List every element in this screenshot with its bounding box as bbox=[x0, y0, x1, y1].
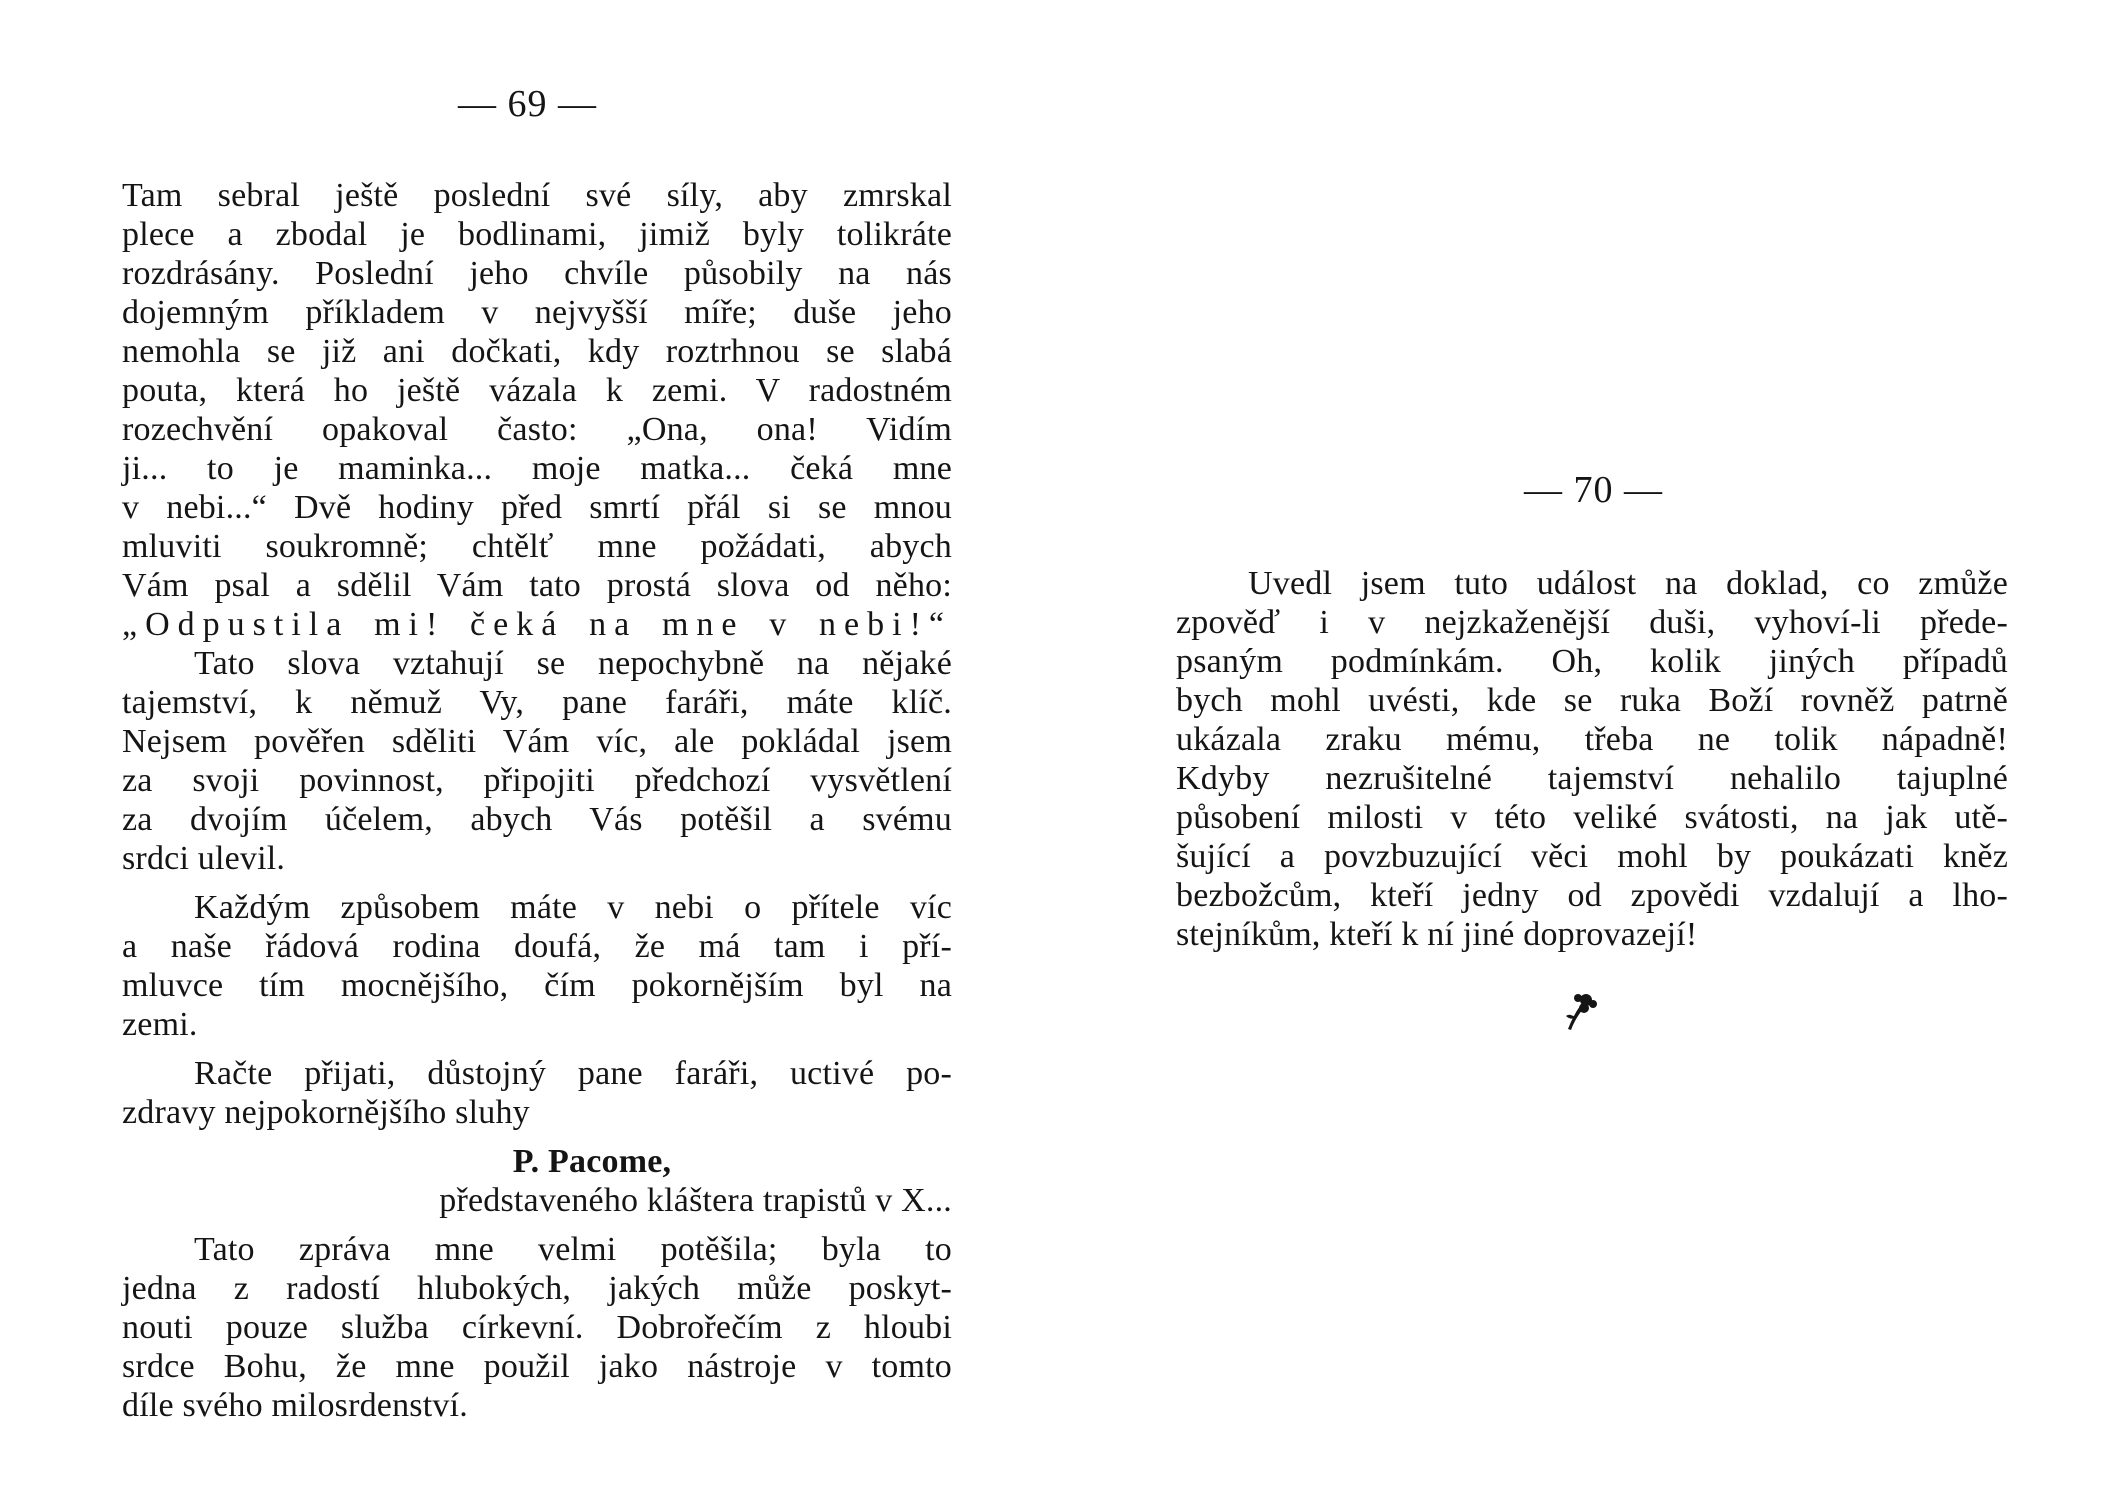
right-page bbox=[1054, 0, 2108, 1500]
text-line: díle svého milosrdenství. bbox=[122, 1387, 468, 1424]
text-line: v nebi...“ Dvě hodiny před smrtí přál si se mnou bbox=[122, 489, 952, 526]
text-line: za svoji povinnost, připojiti předchozí vysvětlení bbox=[122, 762, 952, 799]
signature-name: P. Pacome, bbox=[512, 1143, 672, 1180]
text-line: dojemným příkladem v nejvyšší míře; duše jeho bbox=[122, 294, 952, 331]
quoted-spaced-line: „Odpustila mi! čeká na mne v nebi!“ bbox=[122, 606, 952, 643]
text-line: zemi. bbox=[122, 1006, 198, 1043]
text-line: Každým způsobem máte v nebi o přítele víc bbox=[194, 889, 952, 926]
text-line: bych mohl uvésti, kde se ruka Boží rovněž patrně bbox=[1176, 682, 2008, 719]
text-line: stejníkům, kteří k ní jiné doprovazejí! bbox=[1176, 916, 1698, 953]
text-line: rozdrásány. Poslední jeho chvíle působily na nás bbox=[122, 255, 952, 292]
paragraph-gap bbox=[122, 1220, 952, 1230]
text-line: srdci ulevil. bbox=[122, 840, 286, 877]
text-line: jedna z radostí hlubokých, jakých může poskyt- bbox=[122, 1270, 952, 1307]
text-line: Nejsem pověřen sděliti Vám víc, ale pokládal jsem bbox=[122, 723, 952, 760]
paragraph-gap bbox=[122, 1044, 952, 1054]
right-page-text bbox=[1176, 564, 2008, 954]
text-line: mluviti soukromně; chtělť mne požádati, abych bbox=[122, 528, 952, 565]
text-line: Vám psal a sdělil Vám tato prostá slova od něho: bbox=[122, 567, 952, 604]
text-line: psaným podmínkám. Oh, kolik jiných případů bbox=[1176, 643, 2008, 680]
text-line: zdravy nejpokornějšího sluhy bbox=[122, 1094, 530, 1131]
paragraph-gap bbox=[122, 1132, 952, 1142]
text-line: a naše řádová rodina doufá, že má tam i pří- bbox=[122, 928, 952, 965]
floral-ornament-icon bbox=[1560, 988, 1604, 1034]
text-line: Račte přijati, důstojný pane faráři, uctivé po- bbox=[194, 1055, 952, 1092]
text-line: mluvce tím mocnějšího, čím pokornějším byl na bbox=[122, 967, 952, 1004]
text-line: pouta, která ho ještě vázala k zemi. V radostném bbox=[122, 372, 952, 409]
text-line: ji... to je maminka... moje matka... čeká mne bbox=[122, 450, 952, 487]
text-line: ukázala zraku mému, třeba ne tolik nápadně! bbox=[1176, 721, 2008, 758]
text-line: Tato slova vztahují se nepochybně na nějaké bbox=[194, 645, 952, 682]
text-line: nemohla se již ani dočkati, kdy roztrhnou se slabá bbox=[122, 333, 952, 370]
page-number-left: — 69 — bbox=[458, 83, 597, 125]
paragraph-gap bbox=[122, 878, 952, 888]
text-line: nouti pouze služba církevní. Dobrořečím z hloubi bbox=[122, 1309, 952, 1346]
text-line: zpověď i v nejzkaženější duši, vyhoví-li přede- bbox=[1176, 604, 2008, 641]
text-line: Kdyby nezrušitelné tajemství nehalilo tajuplné bbox=[1176, 760, 2008, 797]
text-line: šující a povzbuzující věci mohl by poukázati kněz bbox=[1176, 838, 2008, 875]
text-line: působení milosti v této veliké svátosti, na jak utě- bbox=[1176, 799, 2008, 836]
text-line: bezbožcům, kteří jedny od zpovědi vzdalují a lho- bbox=[1176, 877, 2008, 914]
text-line: srdce Bohu, že mne použil jako nástroje v tomto bbox=[122, 1348, 952, 1385]
text-line: plece a zbodal je bodlinami, jimiž byly tolikráte bbox=[122, 216, 952, 253]
signature-title: představeného kláštera trapistů v X... bbox=[439, 1182, 952, 1219]
page-number-right: — 70 — bbox=[1524, 469, 1663, 511]
text-line: rozechvění opakoval často: „Ona, ona! Vidím bbox=[122, 411, 952, 448]
left-page-text bbox=[122, 176, 952, 1425]
text-line: Tato zpráva mne velmi potěšila; byla to bbox=[194, 1231, 952, 1268]
text-line: Uvedl jsem tuto událost na doklad, co zmůže bbox=[1248, 565, 2008, 602]
text-line: tajemství, k němuž Vy, pane faráři, máte klíč. bbox=[122, 684, 952, 721]
text-line: za dvojím účelem, abych Vás potěšil a svému bbox=[122, 801, 952, 838]
text-line: Tam sebral ještě poslední své síly, aby zmrskal bbox=[122, 177, 952, 214]
